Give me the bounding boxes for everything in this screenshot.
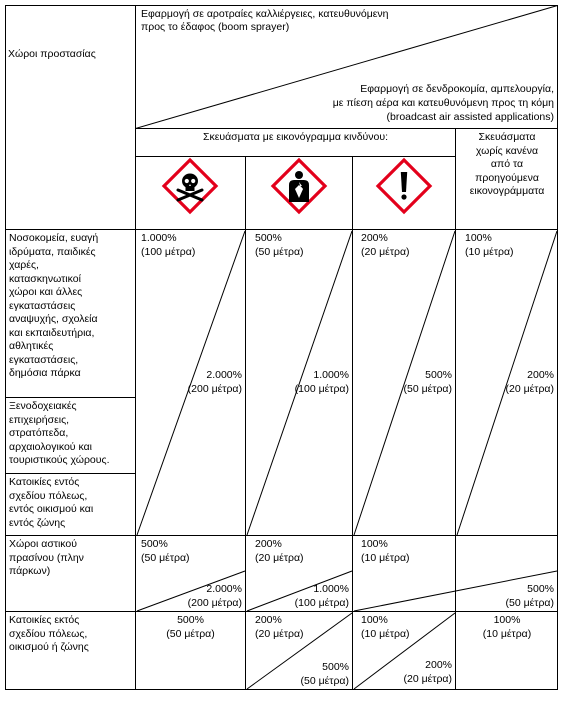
label-line: αρχαιολογικού και: [9, 440, 92, 453]
boom-sprayer-header-line1: Εφαρμογή σε αροτραίες καλλιέργειες, κατευθυνόμενη: [141, 8, 389, 20]
cell-distance-boom: (10 μέτρα): [465, 246, 514, 258]
cell-value-boom: 200%: [361, 232, 388, 244]
cell-distance-air: (100 μέτρα): [294, 597, 349, 609]
label-line: εντός ζώνης: [9, 516, 66, 529]
cell-value-boom: 100%: [361, 614, 388, 626]
air-assisted-header-line1: Εφαρμογή σε δενδροκομία, αμπελουργία,: [360, 83, 554, 95]
cell-value-boom: 100%: [465, 232, 492, 244]
label-line: οικισμού ή ζώνης: [9, 641, 89, 653]
row-label-sensitive-facilities: [9, 232, 134, 381]
cell-distance-air: (20 μέτρα): [403, 673, 452, 685]
cell-value-boom: 500%: [141, 538, 168, 550]
cell-distance-boom: (10 μέτρα): [361, 628, 410, 640]
no-pictogram-header-line: Σκευάσματα: [478, 131, 536, 143]
label-line: επιχειρήσεις,: [9, 413, 70, 426]
air-assisted-header-line2: με πίεση αέρα και κατευθυνόμενη προς τη κόμη: [332, 97, 554, 109]
label-line: πρασίνου (πλην: [9, 551, 84, 564]
label-line: τουριστικούς χώρους.: [9, 454, 110, 466]
cell-value-boom: 500%: [255, 232, 282, 244]
cell-value-air: 1.000%: [313, 583, 349, 595]
label-line: πάρκων): [9, 565, 51, 577]
row-label-urban-green: [9, 538, 134, 579]
cell-value-air: 500%: [425, 369, 452, 381]
label-line: ιδρύματα, παιδικές: [9, 245, 96, 258]
cell-distance-single: (50 μέτρα): [166, 628, 215, 640]
cell-value-air: 2.000%: [206, 583, 242, 595]
row-label-hotels-camps: [9, 400, 134, 468]
hazard-pictogram-group-header: Σκευάσματα με εικονόγραμμα κινδύνου:: [202, 131, 389, 143]
cell-distance-boom: (20 μέτρα): [361, 246, 410, 258]
air-assisted-header-line3: (broadcast air assisted applications): [386, 111, 554, 123]
cell-distance-air: (200 μέτρα): [187, 383, 242, 395]
boom-sprayer-header-line2: προς το έδαφος (boom sprayer): [141, 21, 290, 33]
cell-distance-boom: (50 μέτρα): [255, 246, 304, 258]
cell-distance-boom: (50 μέτρα): [141, 552, 190, 564]
no-pictogram-header-line: εικονογράμματα: [469, 185, 545, 197]
cell-value-air: 1.000%: [313, 369, 349, 381]
cell-distance-air: (100 μέτρα): [294, 383, 349, 395]
cell-distance-boom: (20 μέτρα): [255, 628, 304, 640]
label-line: εντός οικισμού και: [9, 503, 94, 515]
cell-distance-air: (50 μέτρα): [505, 597, 554, 609]
label-line: Νοσοκομεία, ευαγή: [9, 232, 99, 244]
label-line: δημόσια πάρκα: [9, 367, 81, 379]
label-line: στρατόπεδα,: [9, 427, 69, 439]
cell-distance-air: (200 μέτρα): [187, 597, 242, 609]
row-label-homes-outside-plan: [9, 614, 134, 655]
cell-distance-air: (50 μέτρα): [300, 675, 349, 687]
protection-areas-header: Χώροι προστασίας: [8, 48, 96, 60]
cell-value-air: 500%: [527, 583, 554, 595]
cell-value-air: 500%: [322, 661, 349, 673]
label-line: Ξενοδοχειακές: [9, 400, 77, 412]
label-line: σχεδίου πόλεως,: [9, 627, 88, 640]
cell-distance-boom: (10 μέτρα): [361, 552, 410, 564]
cell-value-single: 100%: [493, 614, 521, 626]
no-pictogram-header-line: προηγούμενα: [475, 171, 539, 184]
cell-value-boom: 1.000%: [141, 232, 177, 244]
cell-value-boom: 200%: [255, 614, 282, 626]
label-line: εγκαταστάσεις: [9, 299, 76, 312]
label-line: και εκπαιδευτήρια,: [9, 326, 95, 339]
label-line: Κατοικίες εκτός: [9, 614, 80, 626]
cell-distance-boom: (20 μέτρα): [255, 552, 304, 564]
no-pictogram-header-line: χωρίς κανένα: [475, 144, 539, 157]
cell-distance-boom: (100 μέτρα): [141, 246, 196, 258]
exclamation-mark-icon: [378, 160, 430, 212]
cell-value-boom: 100%: [361, 538, 388, 550]
no-pictogram-header-line: από τα: [490, 158, 524, 170]
row-label-homes-inside-plan: [9, 476, 134, 530]
label-line: χαρές,: [9, 259, 39, 271]
label-line: χώροι και άλλες: [9, 286, 83, 298]
label-line: Χώροι αστικού: [9, 538, 77, 550]
cell-value-single: 500%: [177, 614, 204, 626]
label-line: εγκαταστάσεις,: [9, 353, 79, 366]
label-line: αναψυχής, σχολεία: [9, 313, 98, 325]
no-pictogram-header: [456, 131, 558, 199]
label-line: Κατοικίες εντός: [9, 476, 80, 488]
cell-distance-air: (50 μέτρα): [403, 383, 452, 395]
label-line: αθλητικές: [9, 340, 54, 352]
label-line: σχεδίου πόλεως,: [9, 489, 88, 502]
skull-crossbones-icon: [164, 160, 216, 212]
cell-distance-single: (10 μέτρα): [482, 628, 532, 640]
cell-value-air: 200%: [527, 369, 554, 381]
cell-distance-air: (20 μέτρα): [505, 383, 554, 395]
cell-value-boom: 200%: [255, 538, 282, 550]
label-line: κατασκηνωτικοί: [9, 272, 81, 285]
health-hazard-icon: [273, 160, 325, 212]
cell-value-air: 200%: [425, 659, 452, 671]
cell-value-air: 2.000%: [206, 369, 242, 381]
